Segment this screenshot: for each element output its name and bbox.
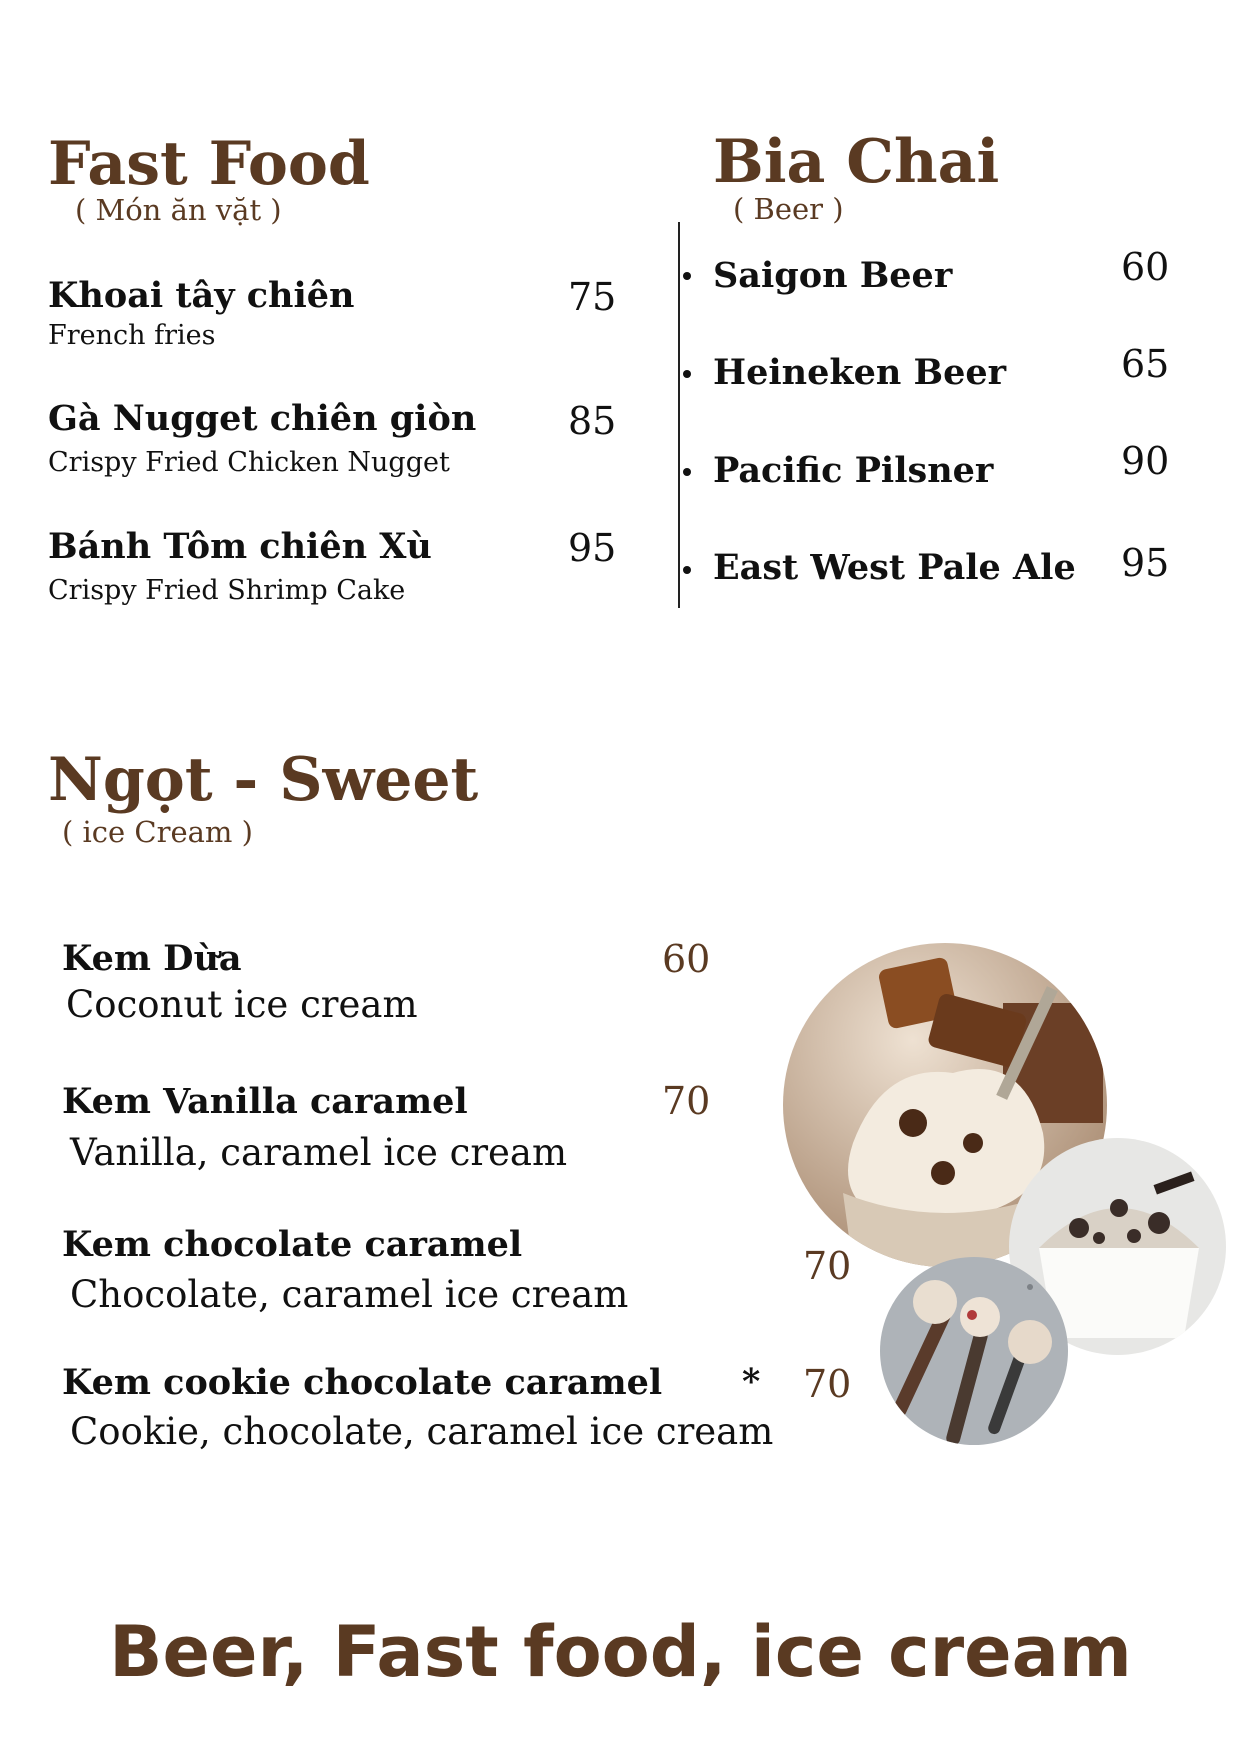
sweet-subtitle: ( ice Cream )	[62, 815, 253, 849]
fast-food-title: Fast Food	[48, 129, 370, 199]
beer-item-name: East West Pale Ale	[713, 547, 1076, 588]
fast-food-item-desc: French fries	[48, 320, 216, 351]
highlight-marker: *	[742, 1361, 761, 1402]
beer-item-name: Pacific Pilsner	[713, 450, 994, 491]
fast-food-item-price: 85	[568, 399, 617, 443]
beer-item-name: Saigon Beer	[713, 255, 953, 296]
bullet-icon	[683, 272, 691, 280]
bullet-icon	[683, 370, 691, 378]
sweet-item-price: 70	[803, 1362, 852, 1406]
sweet-item-name: Kem Dừa	[62, 938, 242, 979]
sweet-item-desc: Vanilla, caramel ice cream	[70, 1131, 568, 1174]
fast-food-subtitle: ( Món ăn vặt )	[75, 193, 282, 227]
beer-item-price: 65	[1121, 342, 1170, 386]
sweet-item-name: Kem cookie chocolate caramel	[62, 1362, 663, 1403]
beer-item-price: 60	[1121, 245, 1170, 289]
sweet-item-price: 60	[662, 937, 711, 981]
footer-tagline: Beer, Fast food, ice cream	[109, 1611, 1132, 1693]
fast-food-item-name: Khoai tây chiên	[48, 275, 355, 316]
sweet-item-desc: Chocolate, caramel ice cream	[70, 1273, 629, 1316]
fast-food-item-price: 75	[568, 275, 617, 319]
beer-subtitle: ( Beer )	[733, 192, 844, 226]
beer-item-name: Heineken Beer	[713, 352, 1007, 393]
sweet-item-desc: Coconut ice cream	[66, 983, 418, 1026]
sweet-item-name: Kem Vanilla caramel	[62, 1081, 468, 1122]
bullet-icon	[683, 566, 691, 574]
beer-title: Bia Chai	[713, 127, 1000, 197]
fast-food-item-desc: Crispy Fried Shrimp Cake	[48, 575, 406, 606]
beer-item-price: 95	[1121, 541, 1170, 585]
fast-food-item-name: Gà Nugget chiên giòn	[48, 398, 477, 439]
beer-item-price: 90	[1121, 439, 1170, 483]
sweet-item-price: 70	[803, 1244, 852, 1288]
ice-cream-scoops-image	[880, 1257, 1068, 1445]
fast-food-item-name: Bánh Tôm chiên Xù	[48, 526, 432, 567]
sweet-item-desc: Cookie, chocolate, caramel ice cream	[70, 1410, 774, 1453]
sweet-item-name: Kem chocolate caramel	[62, 1224, 523, 1265]
column-divider	[678, 222, 680, 608]
sweet-title: Ngọt - Sweet	[48, 745, 479, 815]
bullet-icon	[683, 468, 691, 476]
sweet-item-price: 70	[662, 1079, 711, 1123]
fast-food-item-price: 95	[568, 526, 617, 570]
fast-food-item-desc: Crispy Fried Chicken Nugget	[48, 447, 450, 478]
